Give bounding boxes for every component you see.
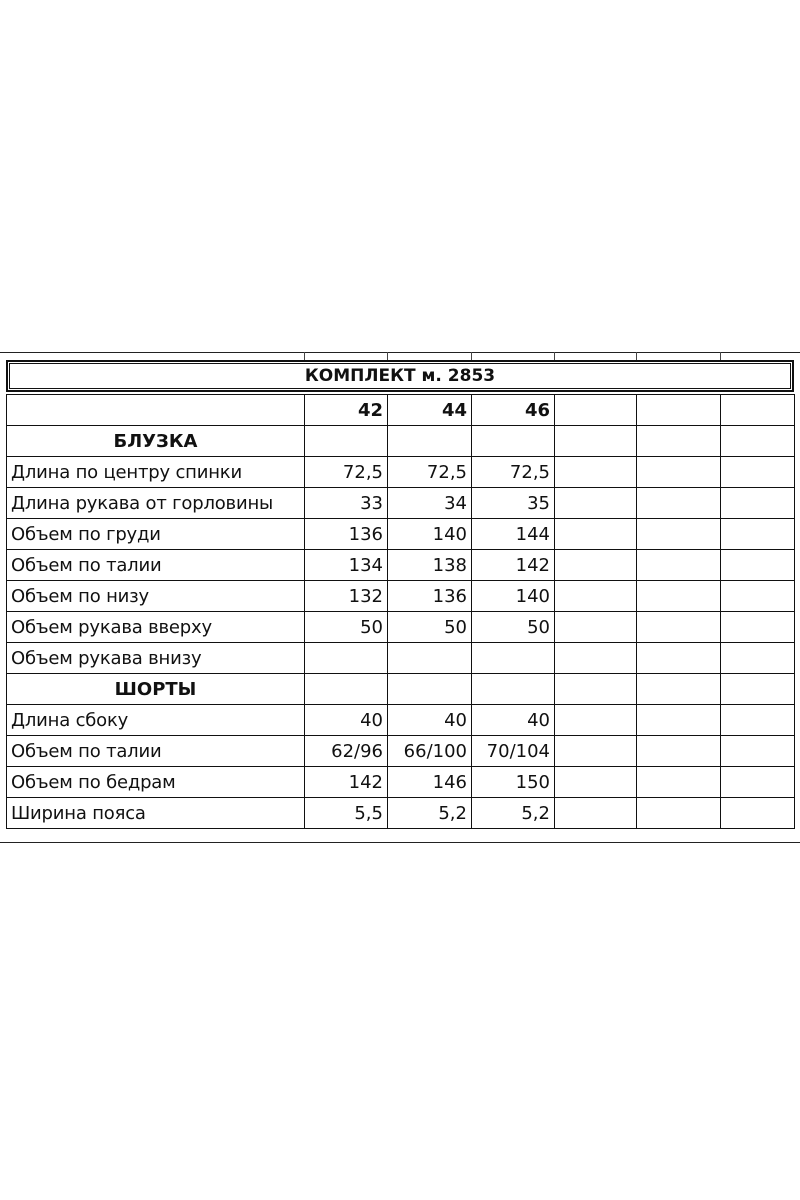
- value-cell: 72,5: [472, 457, 555, 488]
- value-cell: 66/100: [388, 736, 472, 767]
- grid-bottom-line: [0, 842, 800, 843]
- row-label: Объем рукава вверху: [7, 612, 305, 643]
- grid-stub: [636, 352, 637, 360]
- size-header: [721, 395, 795, 426]
- value-cell: 40: [305, 705, 388, 736]
- size-header: [555, 395, 637, 426]
- value-cell: 142: [472, 550, 555, 581]
- row-label: Объем по груди: [7, 519, 305, 550]
- row-label: Длина по центру спинки: [7, 457, 305, 488]
- row-label: Объем по низу: [7, 581, 305, 612]
- table-row: [7, 612, 795, 643]
- row-label: Ширина пояса: [7, 798, 305, 829]
- value-cell: 33: [305, 488, 388, 519]
- value-cell: 5,2: [472, 798, 555, 829]
- value-cell: 5,5: [305, 798, 388, 829]
- value-cell: 40: [472, 705, 555, 736]
- size-header: [637, 395, 721, 426]
- value-cell: 150: [472, 767, 555, 798]
- value-cell: 62/96: [305, 736, 388, 767]
- value-cell: 140: [388, 519, 472, 550]
- grid-stub: [387, 352, 388, 360]
- table-title: КОМПЛЕКТ м. 2853: [6, 360, 794, 392]
- value-cell: 50: [305, 612, 388, 643]
- row-label: Объем по бедрам: [7, 767, 305, 798]
- value-cell: 35: [472, 488, 555, 519]
- grid-top-line: [0, 352, 800, 353]
- row-label: Объем по талии: [7, 550, 305, 581]
- row-label: Длина сбоку: [7, 705, 305, 736]
- row-label: Объем по талии: [7, 736, 305, 767]
- table-row: [7, 736, 795, 767]
- grid-stub: [304, 352, 305, 360]
- table-row: [7, 550, 795, 581]
- value-cell: 140: [472, 581, 555, 612]
- value-cell: 144: [472, 519, 555, 550]
- section-row-blouse: [7, 426, 795, 457]
- size-header: 42: [305, 395, 388, 426]
- sizes-corner-cell: [7, 395, 305, 426]
- table-row: [7, 488, 795, 519]
- section-heading-blouse: БЛУЗКА: [7, 426, 305, 457]
- table-row: [7, 705, 795, 736]
- table-row: [7, 767, 795, 798]
- row-label: Объем рукава внизу: [7, 643, 305, 674]
- grid-stub: [471, 352, 472, 360]
- value-cell: 72,5: [305, 457, 388, 488]
- table-row: [7, 457, 795, 488]
- value-cell: 132: [305, 581, 388, 612]
- grid-stub: [554, 352, 555, 360]
- value-cell: 70/104: [472, 736, 555, 767]
- value-cell: [472, 643, 555, 674]
- size-header: 44: [388, 395, 472, 426]
- sizes-row: [7, 395, 795, 426]
- table-row: [7, 581, 795, 612]
- value-cell: 138: [388, 550, 472, 581]
- grid-stub: [720, 352, 721, 360]
- table-row: [7, 519, 795, 550]
- size-chart: [0, 352, 800, 852]
- row-label: Длина рукава от горловины: [7, 488, 305, 519]
- value-cell: 142: [305, 767, 388, 798]
- value-cell: 50: [388, 612, 472, 643]
- value-cell: [388, 643, 472, 674]
- size-header: 46: [472, 395, 555, 426]
- value-cell: 5,2: [388, 798, 472, 829]
- value-cell: 40: [388, 705, 472, 736]
- table-row: [7, 798, 795, 829]
- measurements-table: [6, 394, 795, 829]
- table-row: [7, 643, 795, 674]
- section-row-shorts: [7, 674, 795, 705]
- value-cell: [305, 643, 388, 674]
- value-cell: 34: [388, 488, 472, 519]
- value-cell: 72,5: [388, 457, 472, 488]
- value-cell: 134: [305, 550, 388, 581]
- value-cell: 136: [388, 581, 472, 612]
- section-heading-shorts: ШОРТЫ: [7, 674, 305, 705]
- value-cell: 50: [472, 612, 555, 643]
- value-cell: 136: [305, 519, 388, 550]
- value-cell: 146: [388, 767, 472, 798]
